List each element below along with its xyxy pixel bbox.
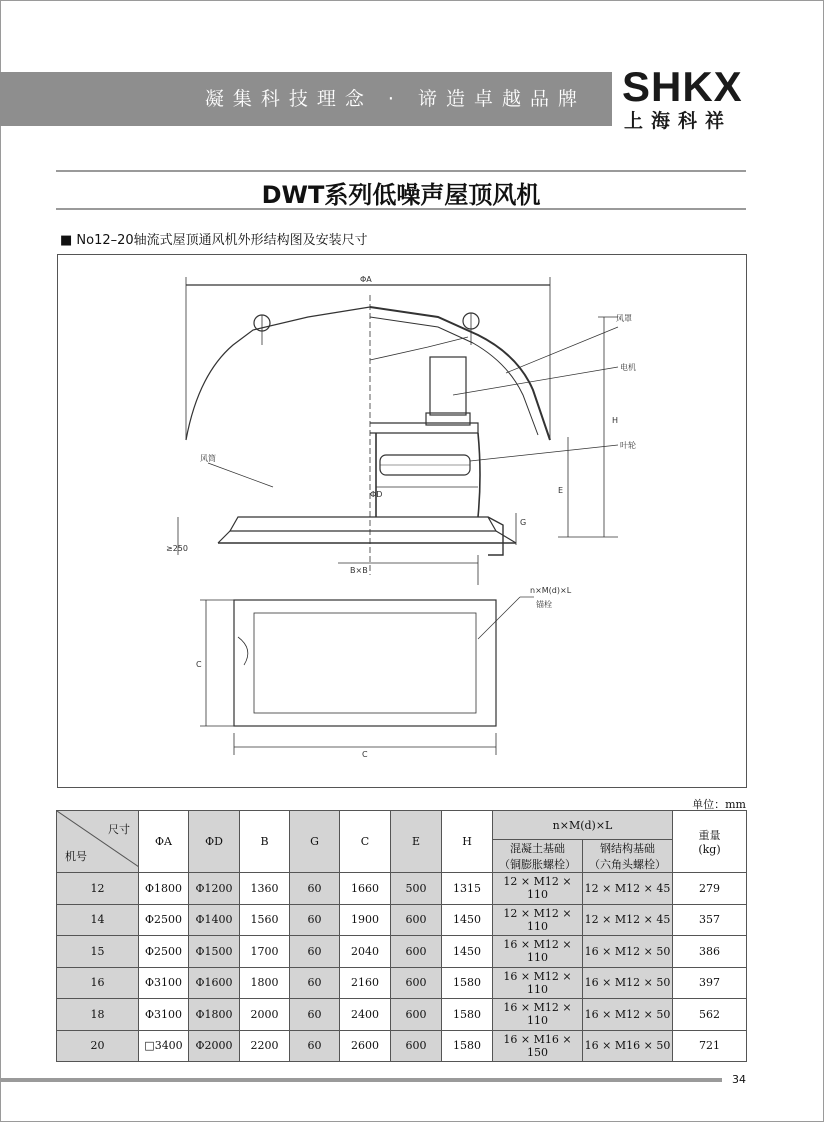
label-c-side: C [196,660,202,669]
cell-model: 20 [57,1030,139,1062]
hood-outline-right [370,307,550,440]
cell-h: 1580 [442,999,493,1031]
col-header-phi-a: ΦA [139,811,189,873]
cell-weight: 357 [673,904,747,936]
cell-bolt-steel: 12 × M12 × 45 [583,873,673,905]
col-header-weight [673,811,747,873]
cell-bolt-concrete: 12 × M12 × 110 [493,873,583,905]
label-h: H [612,416,619,425]
cell-bolt-steel: 16 × M12 × 50 [583,999,673,1031]
cell-c: 1900 [340,904,391,936]
cell-e: 600 [391,936,442,968]
cell-e: 600 [391,904,442,936]
label-maoding: 锚栓 [536,600,552,609]
cell-phi-a: Φ2500 [139,904,189,936]
label-fengtong: 风筒 [200,454,216,463]
cell-h: 1450 [442,904,493,936]
cell-e: 600 [391,999,442,1031]
cell-bolt-steel: 16 × M12 × 50 [583,936,673,968]
table-row [57,967,747,999]
table-row [57,936,747,968]
cell-bolt-concrete: 12 × M12 × 110 [493,904,583,936]
cell-e: 600 [391,967,442,999]
col-header-h: H [442,811,493,873]
cell-g: 60 [290,904,340,936]
col-header-g: G [290,811,340,873]
cell-model: 12 [57,873,139,905]
cell-bolt-concrete: 16 × M12 × 110 [493,936,583,968]
base-plan-view [234,600,496,726]
table-row [57,904,747,936]
header-model: 机号 [65,850,87,863]
page-title: DWT系列低噪声屋顶风机 [261,181,541,209]
label-yelun: 叶轮 [620,441,636,450]
cell-g: 60 [290,873,340,905]
fan-outline-drawing [58,255,746,787]
footer-bar [0,1078,722,1082]
col-header-c: C [340,811,391,873]
cell-b: 1560 [240,904,290,936]
cell-weight: 386 [673,936,747,968]
cell-model: 14 [57,904,139,936]
motor-body [430,357,466,415]
cell-phi-d: Φ1600 [189,967,240,999]
col-header-e: E [391,811,442,873]
section-label: ■ No12–20轴流式屋顶通风机外形结构图及安装尺寸 [60,233,368,248]
cell-bolt-steel: 16 × M16 × 50 [583,1030,673,1062]
concrete-note: （铜膨胀螺栓） [499,858,576,871]
cell-model: 18 [57,999,139,1031]
cell-phi-a: Φ1800 [139,873,189,905]
title-rule-top [56,170,746,172]
header-corner-cell [57,811,139,873]
cell-h: 1580 [442,967,493,999]
cell-b: 1360 [240,873,290,905]
cell-bolt-concrete: 16 × M16 × 150 [493,1030,583,1062]
cell-c: 2400 [340,999,391,1031]
col-header-bolts: n×M(d)×L [493,811,673,840]
cell-phi-d: Φ1400 [189,904,240,936]
table-row [57,1030,747,1062]
header-size: 尺寸 [108,823,130,836]
cell-phi-a: Φ3100 [139,967,189,999]
cell-b: 1800 [240,967,290,999]
steel-note: （六角头螺栓） [589,858,666,871]
label-c-bottom: C [362,750,368,759]
label-dianji: 电机 [620,363,636,372]
base-flange [230,517,496,531]
cell-c: 2600 [340,1030,391,1062]
label-phi-a: ΦA [360,275,372,284]
cell-c: 2040 [340,936,391,968]
cell-bolt-concrete: 16 × M12 × 110 [493,999,583,1031]
cell-c: 1660 [340,873,391,905]
cell-weight: 721 [673,1030,747,1062]
cell-b: 2000 [240,999,290,1031]
label-bb: B×B [350,566,368,575]
cell-g: 60 [290,936,340,968]
cell-phi-a: Φ2500 [139,936,189,968]
cell-bolt-steel: 12 × M12 × 45 [583,904,673,936]
unit-label: 单位：mm [692,798,746,811]
cell-c: 2160 [340,967,391,999]
table-row [57,873,747,905]
cell-g: 60 [290,1030,340,1062]
col-header-steel [583,840,673,873]
cell-bolt-concrete: 16 × M12 × 110 [493,967,583,999]
cell-g: 60 [290,967,340,999]
cell-h: 1580 [442,1030,493,1062]
cell-weight: 562 [673,999,747,1031]
col-header-b: B [240,811,290,873]
cell-e: 600 [391,1030,442,1062]
table-row [57,999,747,1031]
steel-label: 钢结构基础 [600,842,655,855]
logo-wordmark: SHKX [622,63,743,110]
hood-outline-left [186,307,370,440]
cell-phi-d: Φ1800 [189,999,240,1031]
cell-phi-d: Φ1500 [189,936,240,968]
label-bolts: n×M(d)×L [530,586,572,595]
label-phi-d: ΦD [370,490,383,499]
col-header-concrete [493,840,583,873]
cell-phi-d: Φ1200 [189,873,240,905]
col-header-phi-d: ΦD [189,811,240,873]
cell-h: 1315 [442,873,493,905]
label-e: E [558,486,564,495]
label-g: G [520,518,527,527]
title-rule-bottom [56,208,746,210]
cell-g: 60 [290,999,340,1031]
brand-logo [622,63,822,132]
weight-label: 重量 [698,829,721,842]
header-slogan: 凝集科技理念 · 谛造卓越品牌 [204,88,586,110]
cell-e: 500 [391,873,442,905]
weight-unit: (kg) [698,843,721,856]
concrete-label: 混凝土基础 [510,842,565,855]
cell-weight: 397 [673,967,747,999]
cell-b: 2200 [240,1030,290,1062]
cell-b: 1700 [240,936,290,968]
spec-table [56,810,747,1062]
label-ge250: ≥250 [166,544,188,553]
cell-phi-d: Φ2000 [189,1030,240,1062]
technical-drawing [57,254,747,788]
cell-model: 15 [57,936,139,968]
cell-h: 1450 [442,936,493,968]
page-number: 34 [732,1073,746,1086]
logo-chinese-name: 上海科祥 [624,110,733,132]
cell-phi-a: □3400 [139,1030,189,1062]
duct-wall [478,433,480,517]
cell-model: 16 [57,967,139,999]
spec-table-body [57,873,747,1062]
header-banner [0,72,612,126]
label-fengzhao: 风罩 [616,314,632,323]
cell-bolt-steel: 16 × M12 × 50 [583,967,673,999]
cell-phi-a: Φ3100 [139,999,189,1031]
cell-weight: 279 [673,873,747,905]
